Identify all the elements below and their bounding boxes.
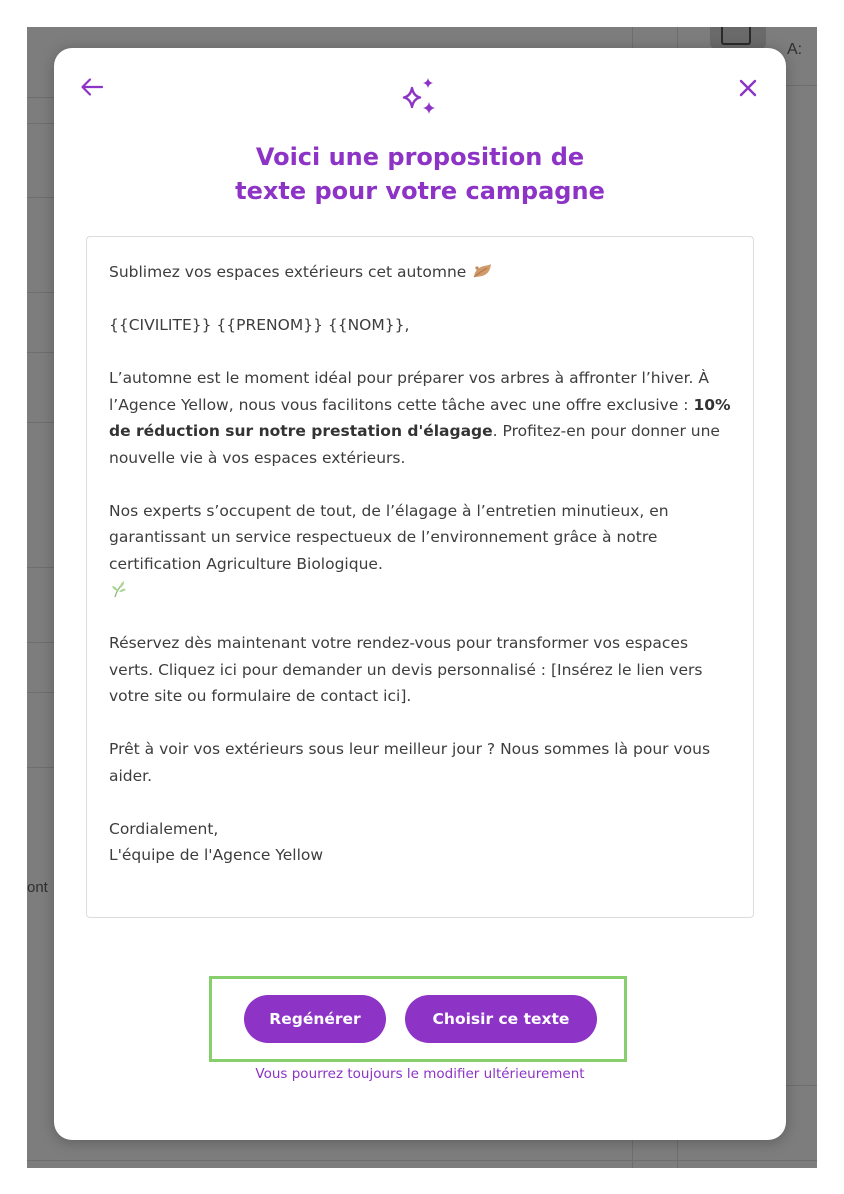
proposal-paragraph: Réservez dès maintenant votre rendez-vous pour transformer vos espaces verts. Cliquez ici pour demander un devis personnalisé : [Insérez le lien vers votre site ou formulaire de contact ici]. — [109, 634, 703, 705]
background-label: ont — [27, 879, 48, 896]
herb-icon — [109, 580, 131, 598]
proposal-closing: Cordialement, — [109, 819, 219, 838]
proposal-signature: L'équipe de l'Agence Yellow — [109, 846, 324, 864]
proposal-text: Nos experts s’occupent de tout, de l’élagage à l’entretien minutieux, en garantissant un service respectueux de l’environnement grâce à notre certification Agriculture Biologique. — [109, 501, 669, 573]
mail-icon — [721, 27, 751, 45]
proposal-subject — [109, 259, 733, 286]
modal-title-line: Voici une proposition de — [255, 143, 585, 171]
arrow-left-icon — [80, 77, 104, 97]
modal-title-line: texte pour votre campagne — [235, 177, 605, 205]
proposal-text-box[interactable] — [86, 236, 754, 918]
proposal-text: L’automne est le moment idéal pour préparer vos arbres à affronter l’hiver. À l’Agence Yellow, nous vous facilitons cette tâche avec une offre exclusive : — [109, 369, 710, 414]
back-button[interactable] — [78, 74, 106, 100]
autumn-leaf-icon — [471, 262, 493, 280]
background-divider — [27, 1160, 817, 1161]
sparkles-icon — [398, 76, 442, 118]
proposal-paragraph — [109, 498, 733, 604]
proposal-greeting: {{CIVILITE}} {{PRENOM}} {{NOM}}, — [109, 316, 410, 334]
proposal-paragraph: Prêt à voir vos extérieurs sous leur meilleur jour ? Nous sommes là pour vous aider. — [109, 740, 711, 785]
close-icon — [739, 79, 757, 97]
modal-title — [54, 140, 786, 208]
proposal-subject-text: Sublimez vos espaces extérieurs cet automne — [109, 263, 467, 281]
edit-later-hint: Vous pourrez toujours le modifier ultérieurement — [255, 1066, 585, 1082]
ai-proposal-modal — [54, 48, 786, 1140]
regenerate-button[interactable]: Regénérer — [244, 995, 386, 1043]
proposal-offer: 10% de réduction sur notre prestation d'élagage — [109, 395, 731, 440]
choose-text-button[interactable]: Choisir ce texte — [405, 995, 597, 1043]
background-label: A: — [787, 41, 803, 58]
proposal-paragraph — [109, 365, 733, 471]
close-button[interactable] — [734, 74, 762, 102]
proposal-text: . Profitez-en pour donner une nouvelle vie à vos espaces extérieurs. — [109, 422, 720, 467]
